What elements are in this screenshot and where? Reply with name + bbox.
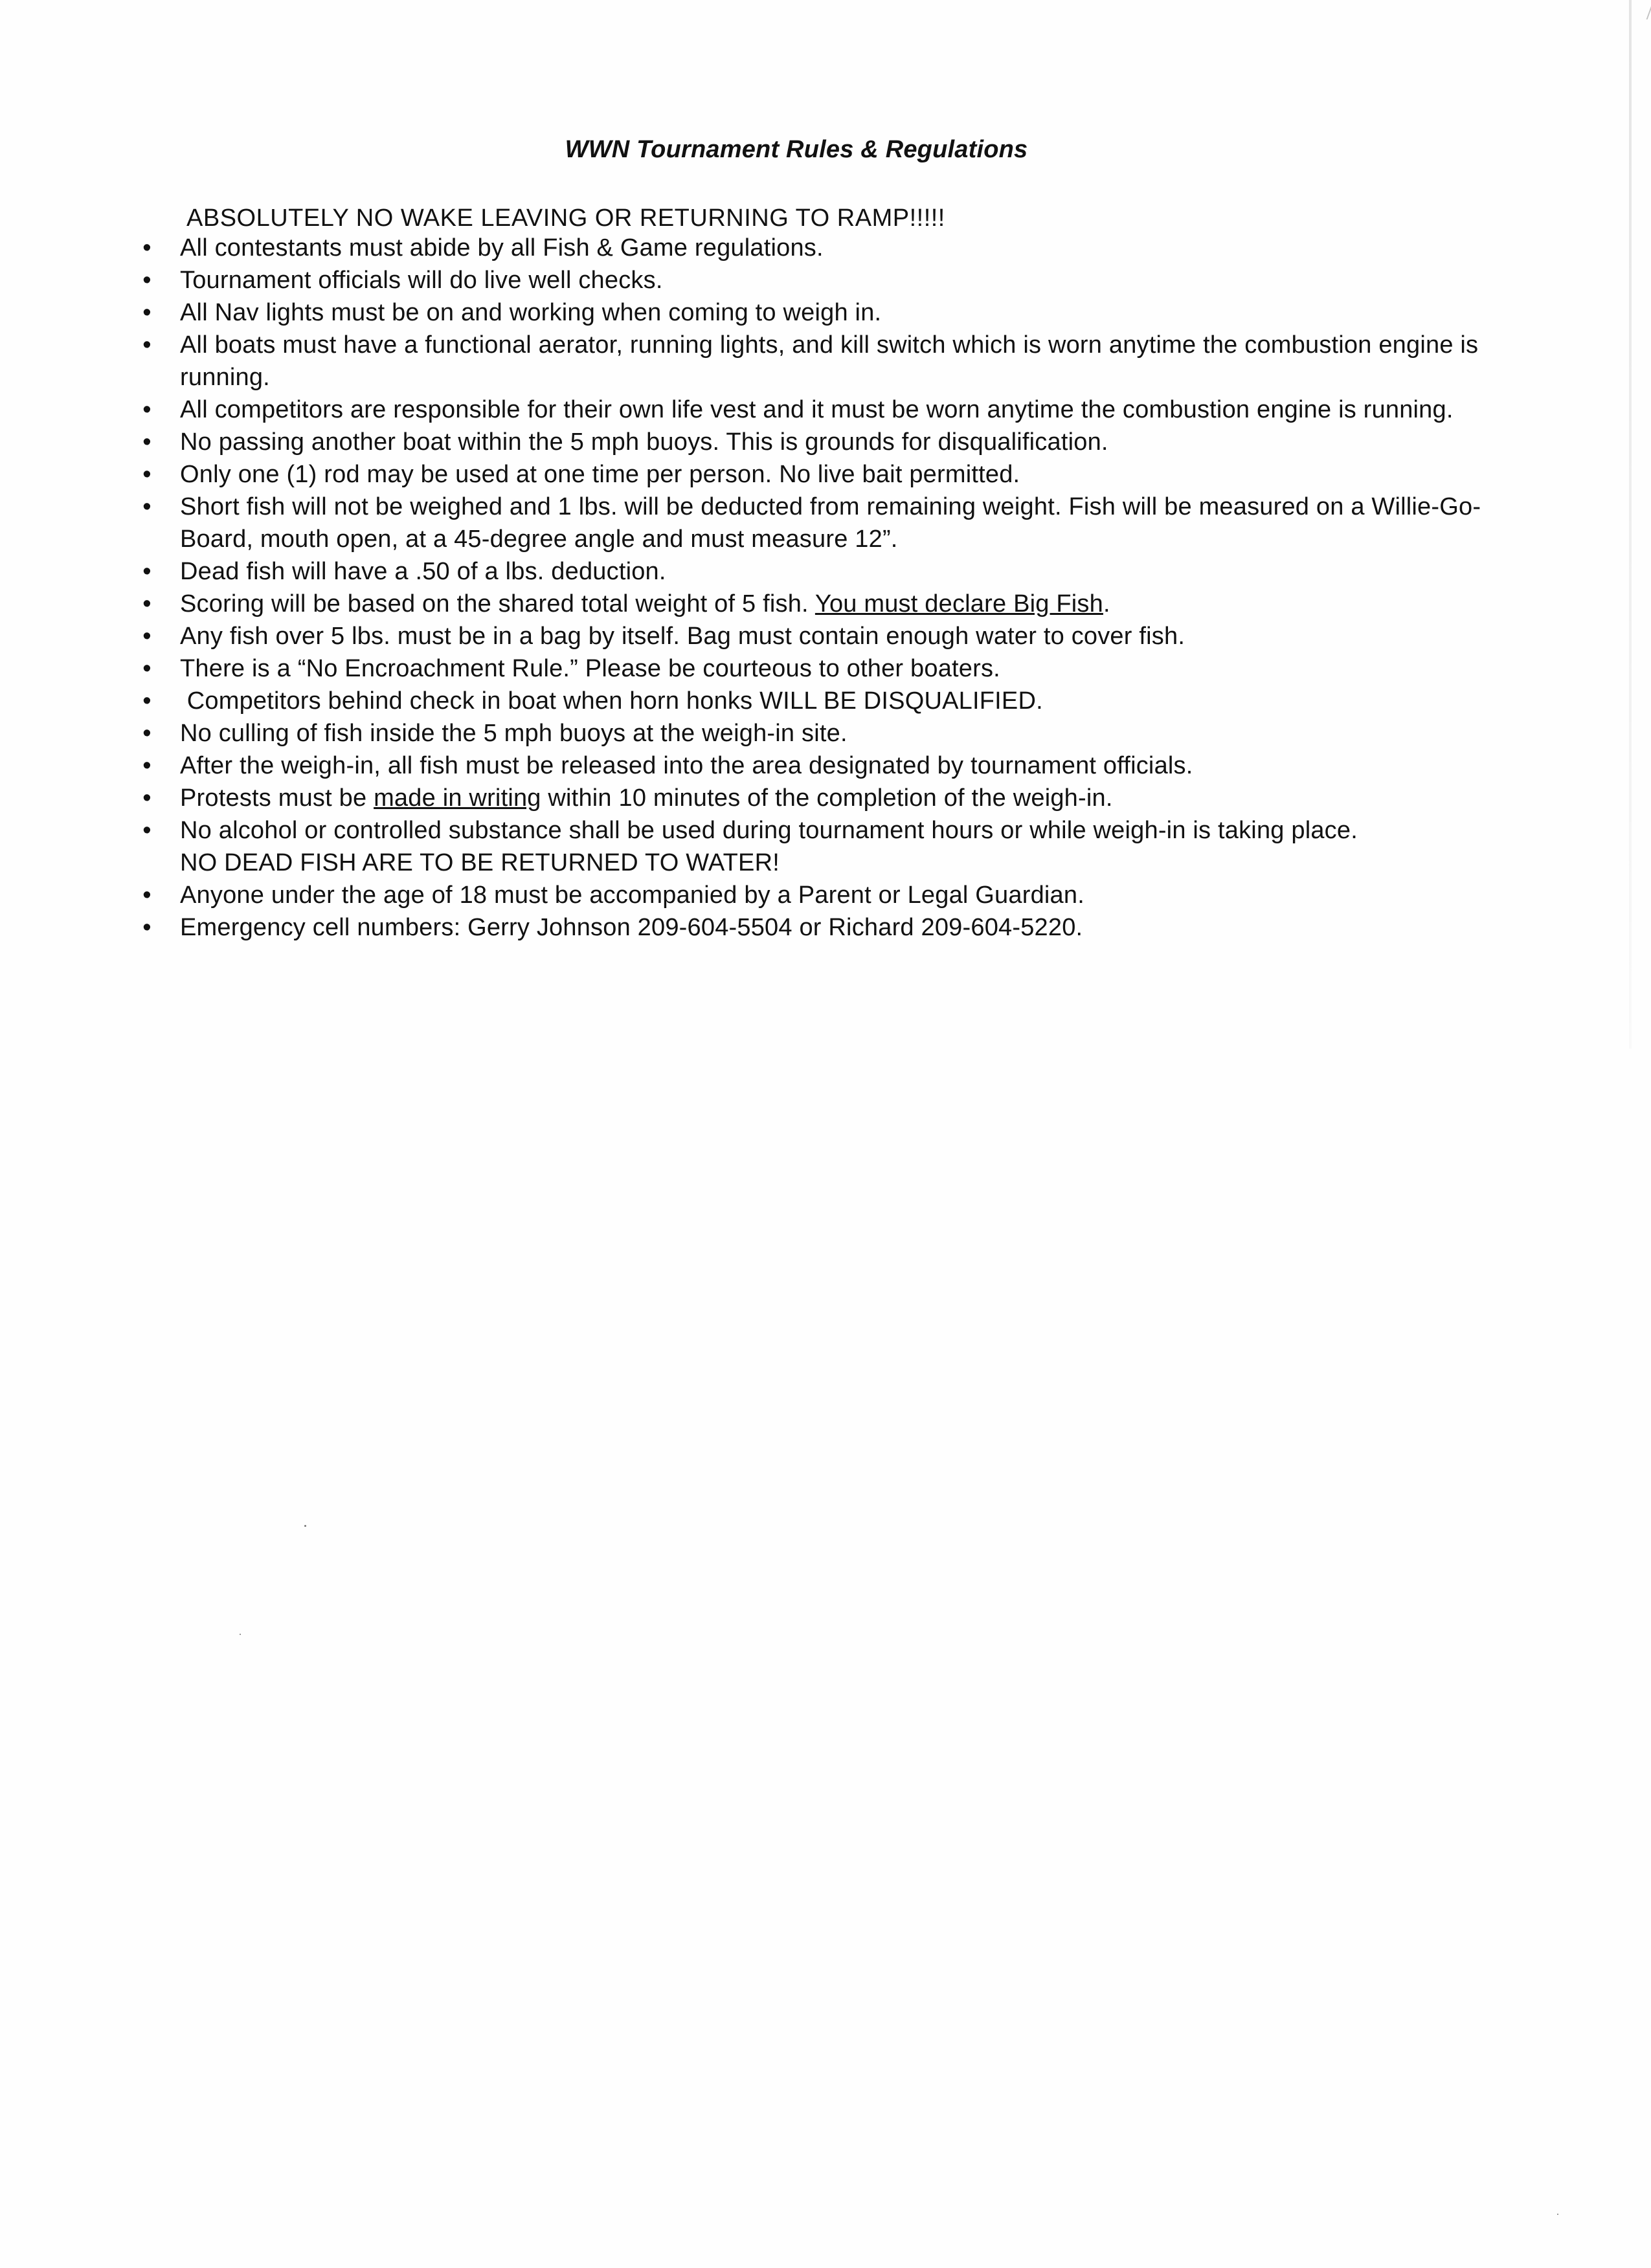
bullet-icon: •	[142, 590, 152, 617]
bullet-icon: •	[142, 234, 152, 261]
rule-item	[142, 329, 1494, 394]
rule-item	[142, 879, 1494, 911]
rule-item	[142, 814, 1494, 879]
rule-text: After the weigh-in, all fish must be released into the area designated by tournament officials.	[180, 752, 1193, 779]
bullet-icon: •	[142, 331, 152, 359]
no-wake-notice: ABSOLUTELY NO WAKE LEAVING OR RETURNING TO RAMP!!!!!	[186, 205, 945, 232]
bullet-icon: •	[142, 914, 152, 941]
rule-item	[142, 911, 1494, 944]
rule-text-lead: Scoring will be based on the shared total weight of 5 fish.	[180, 590, 815, 617]
bullet-icon: •	[142, 720, 152, 747]
rule-item	[142, 426, 1494, 458]
rule-text: Dead fish will have a .50 of a lbs. deduction.	[180, 558, 666, 585]
rule-item	[142, 620, 1494, 652]
rule-item	[142, 232, 1494, 264]
rule-text: All contestants must abide by all Fish & Game regulations.	[180, 234, 824, 261]
scan-speck	[1557, 2214, 1558, 2215]
rule-text: No passing another boat within the 5 mph buoys. This is grounds for disqualification.	[180, 428, 1108, 456]
rule-text: Tournament officials will do live well checks.	[180, 267, 663, 294]
bullet-icon: •	[142, 396, 152, 423]
bullet-icon: •	[142, 752, 152, 779]
rule-item	[142, 717, 1494, 750]
bullet-icon: •	[142, 687, 152, 715]
rule-item	[142, 555, 1494, 588]
rule-text: All Nav lights must be on and working when coming to weigh in.	[180, 299, 882, 326]
rule-text: Anyone under the age of 18 must be accompanied by a Parent or Legal Guardian.	[180, 882, 1084, 909]
scan-corner-fold	[1621, 0, 1651, 19]
rule-text: Emergency cell numbers: Gerry Johnson 209-604-5504 or Richard 209-604-5220.	[180, 914, 1083, 941]
rule-text: There is a “No Encroachment Rule.” Please be courteous to other boaters.	[180, 655, 1000, 682]
rule-item	[142, 458, 1494, 491]
scan-speck	[304, 1525, 306, 1527]
document-title: WWN Tournament Rules & Regulations	[565, 136, 1028, 163]
bullet-icon: •	[142, 428, 152, 456]
bullet-icon: •	[142, 558, 152, 585]
rule-text: Any fish over 5 lbs. must be in a bag by itself. Bag must contain enough water to cover fish.	[180, 623, 1185, 650]
bullet-icon: •	[142, 655, 152, 682]
bullet-icon: •	[142, 493, 152, 520]
rule-item	[142, 296, 1494, 329]
rules-list	[142, 232, 1494, 944]
rule-text: Short fish will not be weighed and 1 lbs. will be deducted from remaining weight. Fish will be measured on a Willie-Go-Board, mouth open, at a 45-degree angle and must measure 12”.	[180, 493, 1481, 553]
bullet-icon: •	[142, 882, 152, 909]
bullet-icon: •	[142, 623, 152, 650]
bullet-icon: •	[142, 299, 152, 326]
rule-item	[142, 491, 1494, 555]
rule-item	[142, 750, 1494, 782]
rule-text-lead: Protests must be	[180, 784, 374, 812]
rule-item	[142, 782, 1494, 814]
scan-edge-shadow	[1629, 0, 1632, 1049]
rule-text-tail: within 10 minutes of the completion of the weigh-in.	[541, 784, 1113, 812]
rule-item	[142, 685, 1494, 717]
rule-text: Only one (1) rod may be used at one time per person. No live bait permitted.	[180, 461, 1020, 488]
rule-text: All competitors are responsible for their own life vest and it must be worn anytime the combustion engine is running.	[180, 396, 1454, 423]
rule-text: No culling of fish inside the 5 mph buoys at the weigh-in site.	[180, 720, 848, 747]
scan-speck	[240, 1634, 241, 1635]
bullet-icon: •	[142, 461, 152, 488]
rule-text: Competitors behind check in boat when horn honks WILL BE DISQUALIFIED.	[180, 687, 1043, 715]
rule-item	[142, 588, 1494, 620]
rule-text: All boats must have a functional aerator, running lights, and kill switch which is worn anytime the combustion engine is running.	[180, 331, 1479, 391]
bullet-icon: •	[142, 817, 152, 844]
rule-item	[142, 652, 1494, 685]
rule-text-emphasis: NO DEAD FISH ARE TO BE RETURNED TO WATER!	[180, 849, 780, 876]
rule-text-underlined: You must declare Big Fish	[814, 590, 1103, 617]
rule-item	[142, 394, 1494, 426]
rule-text-underlined: made in writing	[374, 784, 541, 812]
bullet-icon: •	[142, 784, 152, 812]
rule-item	[142, 264, 1494, 296]
bullet-icon: •	[142, 267, 152, 294]
rule-text: No alcohol or controlled substance shall be used during tournament hours or while weigh-in is taking place.	[180, 817, 1358, 844]
rule-text-tail: .	[1103, 590, 1110, 617]
